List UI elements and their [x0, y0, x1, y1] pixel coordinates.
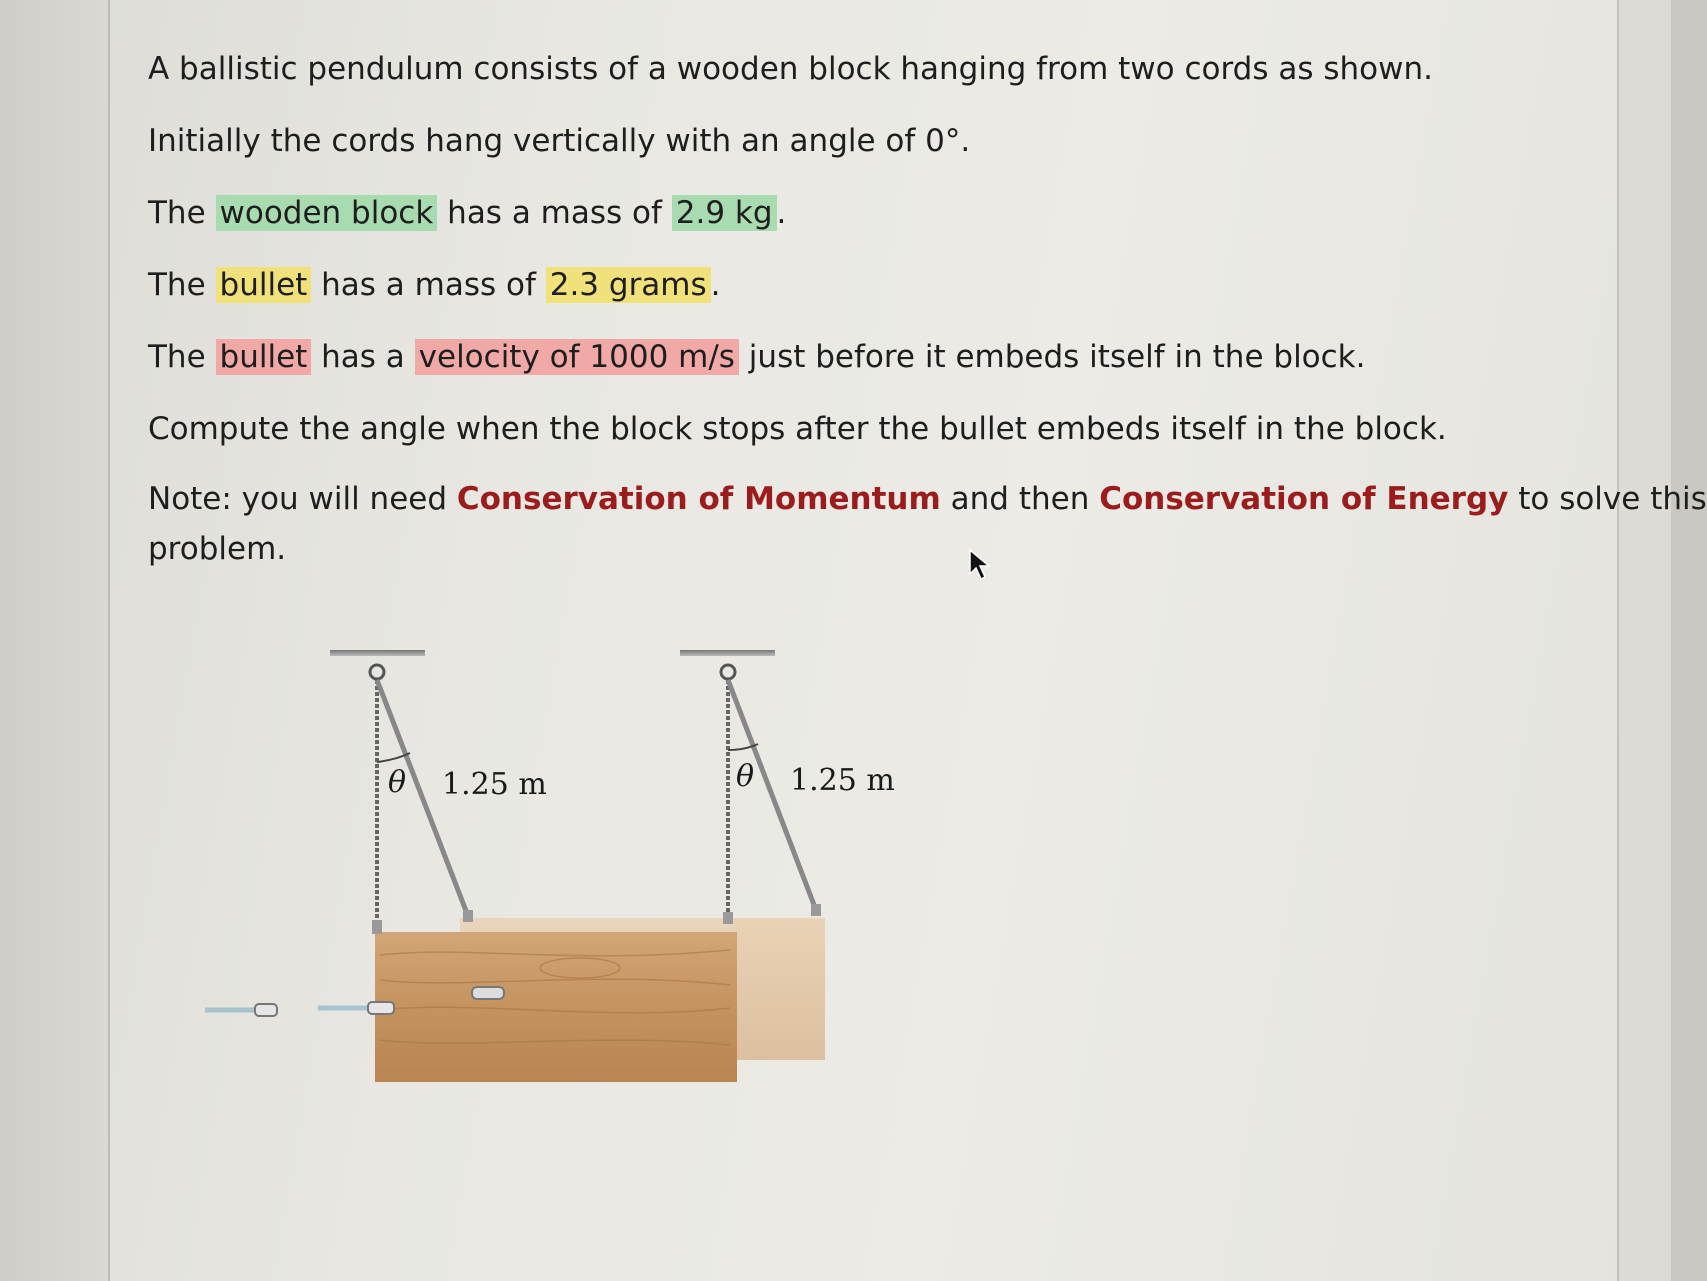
incoming-bullet-near: [368, 1002, 394, 1014]
problem-line-6: Compute the angle when the block stops after the bullet embeds itself in the block.: [148, 411, 1447, 447]
note-suffix: to solve this: [1508, 481, 1707, 517]
line5-prefix: The: [148, 339, 216, 375]
problem-line-4: [148, 266, 721, 305]
incoming-bullet-far: [255, 1004, 277, 1016]
problem-note-continuation: problem.: [148, 531, 287, 567]
mouse-pointer-icon: [968, 548, 994, 582]
length-label-left: 1.25 m: [442, 767, 547, 802]
bullet-velocity-highlight: velocity of 1000 m/s: [415, 339, 739, 375]
cord-clip-left: [372, 920, 382, 934]
ceiling-right: [680, 650, 775, 656]
problem-line-5: [148, 338, 1366, 377]
note-prefix: Note: you will need: [148, 481, 457, 517]
problem-line-3: [148, 194, 786, 233]
problem-line-2: Initially the cords hang vertically with an angle of 0°.: [148, 123, 971, 159]
theta-label-left: θ: [388, 765, 407, 800]
problem-note: [148, 480, 1707, 519]
left-panel-edge: [0, 0, 110, 1281]
displaced-block-right-faded: [735, 918, 825, 1060]
problem-line-1: A ballistic pendulum consists of a wooden block hanging from two cords as shown.: [148, 51, 1433, 87]
ballistic-pendulum-figure: [210, 650, 970, 1170]
bullet-highlight-yellow: bullet: [216, 267, 312, 303]
embedded-bullet: [472, 987, 504, 999]
pivot-ring-left: [370, 665, 384, 679]
length-label-right: 1.25 m: [790, 763, 895, 798]
line5-middle: has a: [311, 339, 415, 375]
bullet-mass-highlight: 2.3 grams: [546, 267, 711, 303]
cord-clip-right: [723, 912, 733, 924]
line3-middle: has a mass of: [437, 195, 672, 231]
conservation-energy-term: Conservation of Energy: [1099, 481, 1509, 517]
cord-clip-left-2: [463, 910, 473, 922]
ceiling-left: [330, 650, 425, 656]
note-middle: and then: [940, 481, 1100, 517]
line3-prefix: The: [148, 195, 216, 231]
wooden-block-highlight: wooden block: [216, 195, 438, 231]
right-panel-edge: [1617, 0, 1671, 1281]
line4-middle: has a mass of: [311, 267, 546, 303]
pendulum-diagram: [210, 650, 970, 1170]
line4-prefix: The: [148, 267, 216, 303]
conservation-momentum-term: Conservation of Momentum: [456, 481, 941, 517]
block-mass-highlight: 2.9 kg: [672, 195, 777, 231]
theta-label-right: θ: [736, 759, 755, 794]
line3-suffix: .: [776, 195, 787, 231]
bullet-highlight-red: bullet: [216, 339, 312, 375]
line4-suffix: .: [710, 267, 721, 303]
line5-suffix: just before it embeds itself in the block.: [738, 339, 1366, 375]
pivot-ring-right: [721, 665, 735, 679]
cord-clip-right-2: [811, 904, 821, 916]
